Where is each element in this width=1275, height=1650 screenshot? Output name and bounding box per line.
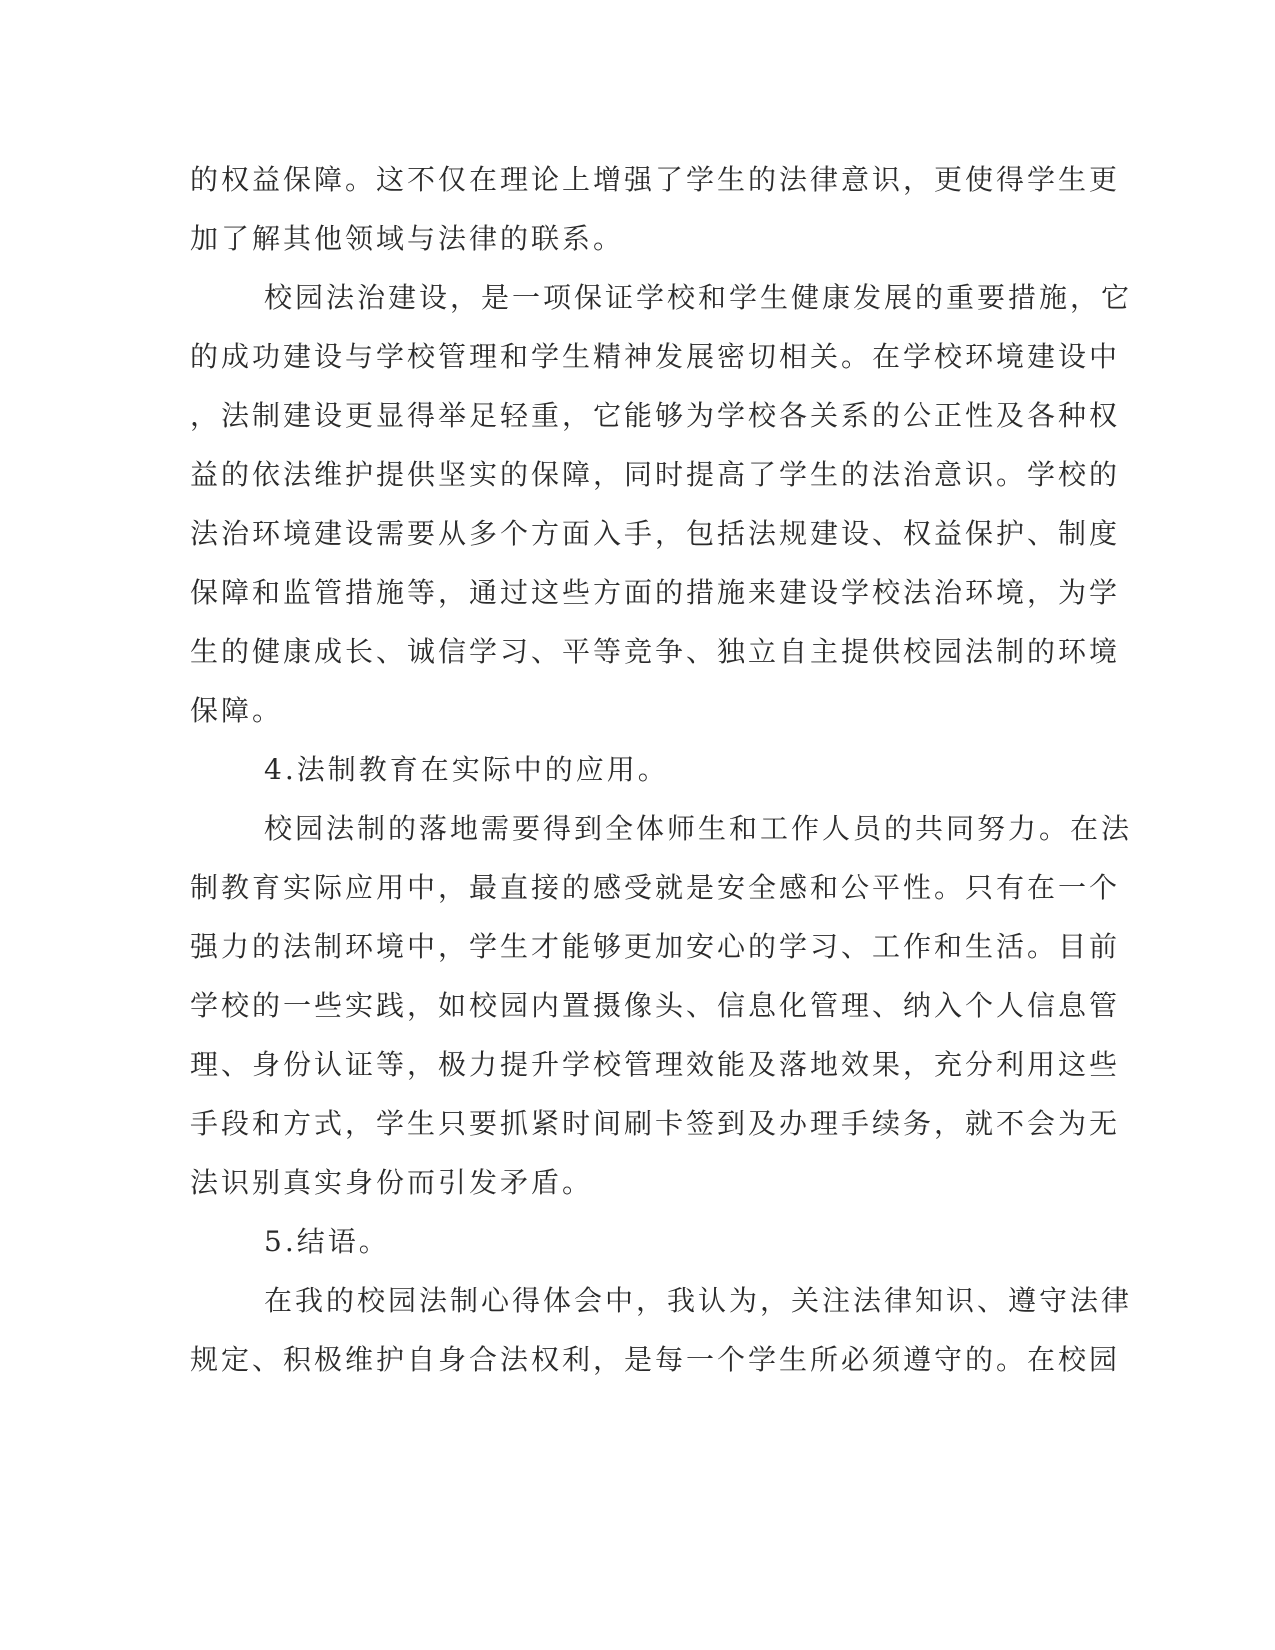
text-line: 手段和方式，学生只要抓紧时间刷卡签到及办理手续务，就不会为无 [190,1107,1121,1140]
text-line: 的成功建设与学校管理和学生精神发展密切相关。在学校环境建设中 [190,340,1121,373]
text-line: 保障。 [190,694,284,727]
text-line: 校园法制的落地需要得到全体师生和工作人员的共同努力。在法 [264,812,1133,845]
text-line: 的权益保障。这不仅在理论上增强了学生的法律意识，更使得学生更 [190,163,1121,196]
section-heading: 5.结语。 [264,1225,390,1258]
text-line: 制教育实际应用中，最直接的感受就是安全感和公平性。只有在一个 [190,871,1121,904]
text-line: 在我的校园法制心得体会中，我认为，关注法律知识、遵守法律 [264,1284,1133,1317]
text-line: 学校的一些实践，如校园内置摄像头、信息化管理、纳入个人信息管 [190,989,1121,1022]
text-line: 理、身份认证等，极力提升学校管理效能及落地效果，充分利用这些 [190,1048,1121,1081]
text-line: 法识别真实身份而引发矛盾。 [190,1166,594,1199]
text-line: 规定、积极维护自身合法权利，是每一个学生所必须遵守的。在校园 [190,1343,1121,1376]
text-line: 保障和监管措施等，通过这些方面的措施来建设学校法治环境，为学 [190,576,1121,609]
text-line: 加了解其他领域与法律的联系。 [190,222,625,255]
text-line: 校园法治建设，是一项保证学校和学生健康发展的重要措施，它 [264,281,1133,314]
text-line: 强力的法制环境中，学生才能够更加安心的学习、工作和生活。目前 [190,930,1121,963]
text-line: ，法制建设更显得举足轻重，它能够为学校各关系的公正性及各种权 [190,399,1121,432]
text-line: 益的依法维护提供坚实的保障，同时提高了学生的法治意识。学校的 [190,458,1121,491]
text-line: 生的健康成长、诚信学习、平等竞争、独立自主提供校园法制的环境 [190,635,1121,668]
section-heading: 4.法制教育在实际中的应用。 [264,753,669,786]
text-line: 法治环境建设需要从多个方面入手，包括法规建设、权益保护、制度 [190,517,1121,550]
